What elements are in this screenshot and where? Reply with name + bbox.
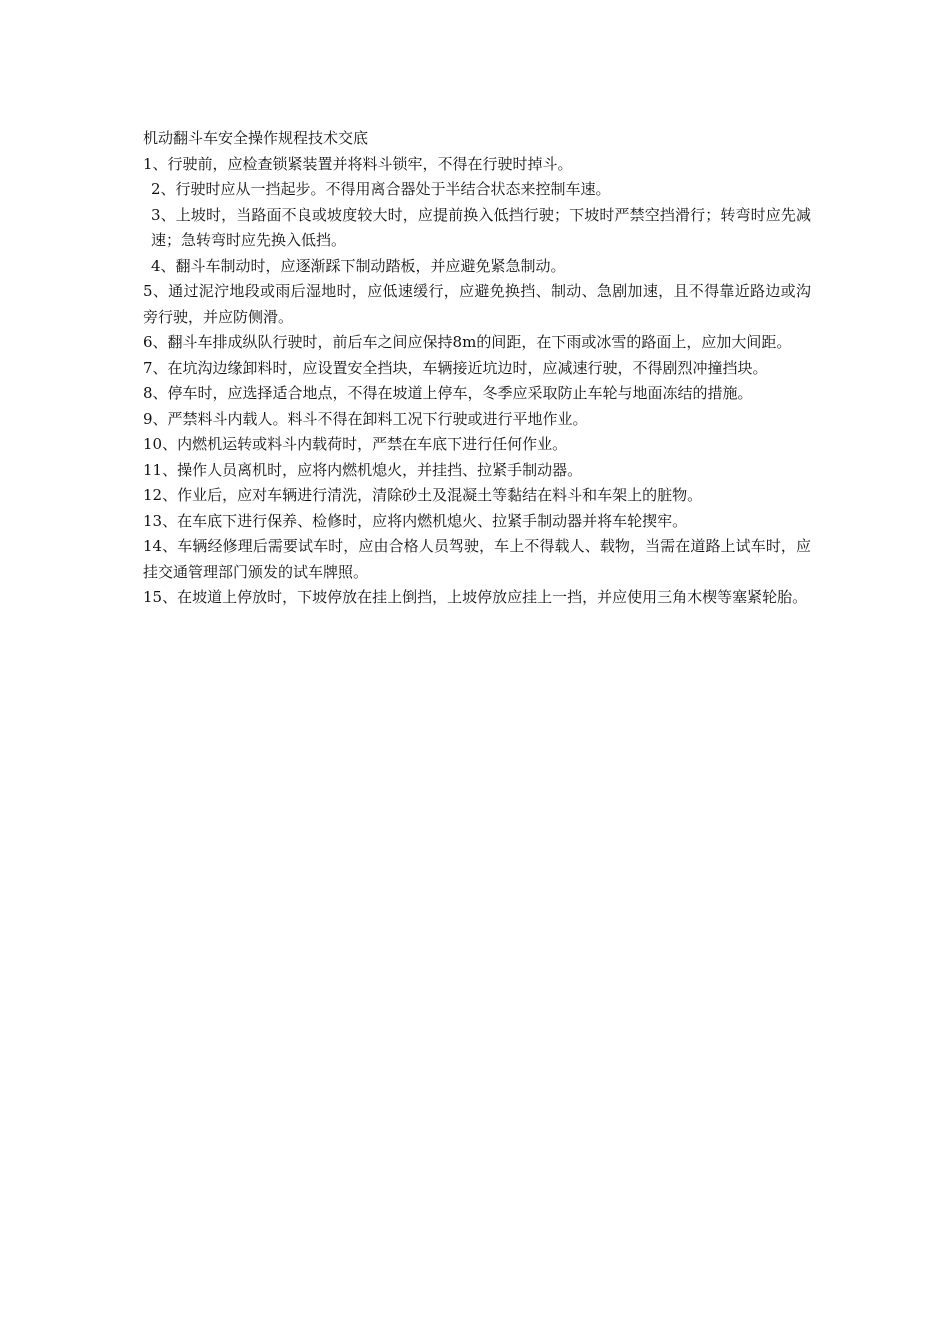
- list-item-6: 6、翻斗车排成纵队行驶时，前后车之间应保持8m的间距，在下雨或冰雪的路面上，应加大间距。: [143, 333, 792, 351]
- list-item-15: 15、在坡道上停放时，下坡停放在挂上倒挡，上坡停放应挂上一挡，并应使用三角木楔等塞紧轮胎。: [143, 588, 808, 606]
- list-item-3: 3、上坡时，当路面不良或坡度较大时，应提前换入低挡行驶；下坡时严禁空挡滑行；转弯时应先减速；急转弯时应先换入低挡。: [151, 205, 811, 249]
- list-item-13: 13、在车底下进行保养、检修时，应将内燃机熄火、拉紧手制动器并将车轮揳牢。: [143, 511, 688, 530]
- list-item-14: 14、车辆经修理后需要试车时，应由合格人员驾驶，车上不得载人、载物，当需在道路上试车时，应挂交通管理部门颁发的试车牌照。: [143, 537, 811, 581]
- document-title: 机动翻斗车安全操作规程技术交底: [143, 129, 369, 147]
- list-item-4: 4、翻斗车制动时，应逐渐踩下制动踏板，并应避免紧急制动。: [151, 256, 566, 275]
- list-item-12: 12、作业后，应对车辆进行清洗，清除砂土及混凝土等黏结在料斗和车架上的脏物。: [143, 486, 703, 504]
- list-item-7: 7、在坑沟边缘卸料时，应设置安全挡块，车辆接近坑边时，应减速行驶，不得剧烈冲撞挡块。: [143, 358, 768, 377]
- list-item-5: 5、通过泥泞地段或雨后湿地时，应低速缓行，应避免换挡、制动、急剧加速，且不得靠近路边或沟旁行驶，并应防侧滑。: [143, 282, 811, 326]
- document-body: [143, 126, 811, 611]
- list-item-11: 11、操作人员离机时，应将内燃机熄火，并挂挡、拉紧手制动器。: [143, 460, 583, 479]
- list-item-1: 1、行驶前，应检查锁紧装置并将料斗锁牢，不得在行驶时掉斗。: [143, 154, 573, 173]
- list-item-2: 2、行驶时应从一挡起步。不得用离合器处于半结合状态来控制车速。: [151, 180, 611, 198]
- list-item-10: 10、内燃机运转或料斗内载荷时，严禁在车底下进行任何作业。: [143, 435, 568, 453]
- list-item-8: 8、停车时，应选择适合地点，不得在坡道上停车，冬季应采取防止车轮与地面冻结的措施。: [143, 384, 753, 402]
- list-item-9: 9、严禁料斗内载人。料斗不得在卸料工况下行驶或进行平地作业。: [143, 409, 588, 428]
